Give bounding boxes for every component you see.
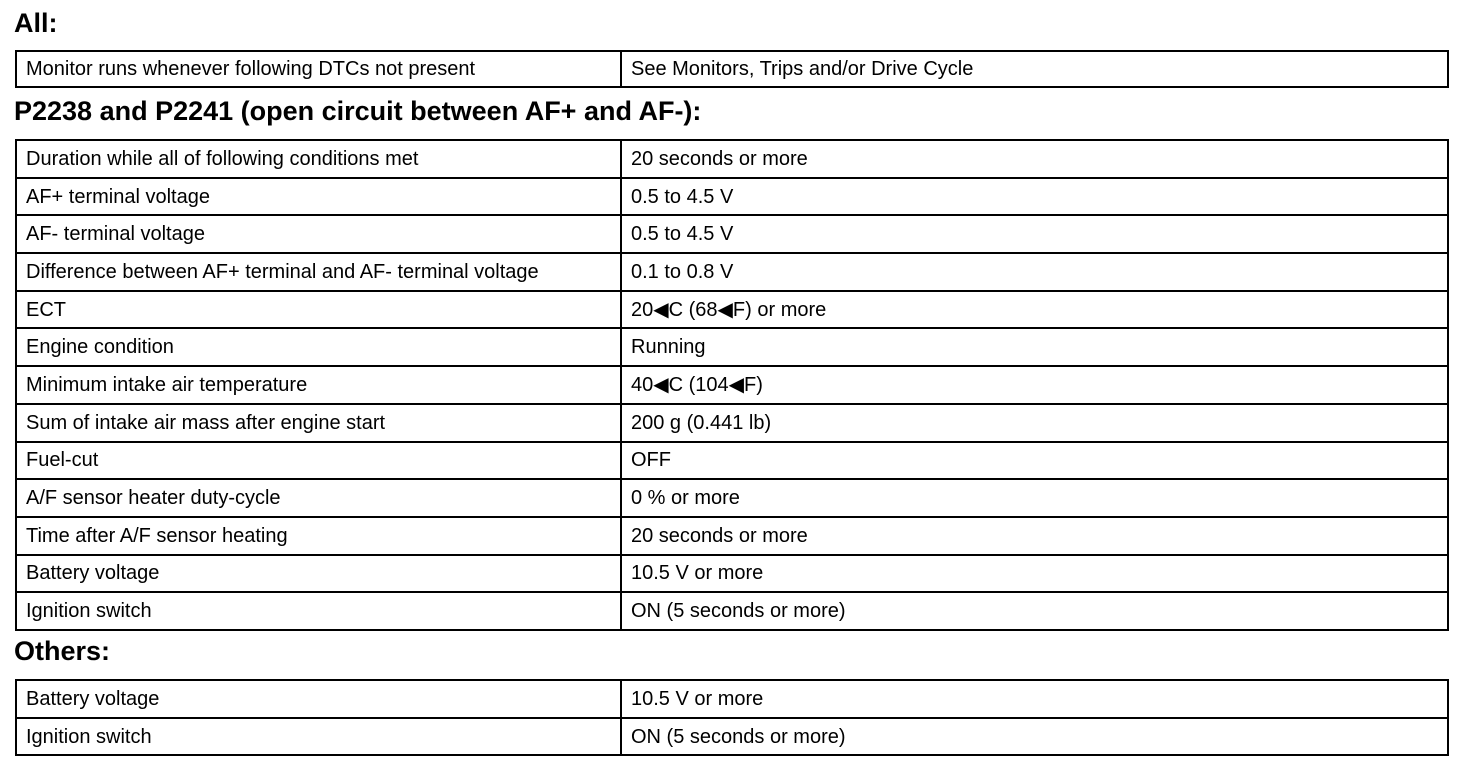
condition-value: OFF (621, 442, 1448, 480)
condition-value: ON (5 seconds or more) (621, 592, 1448, 630)
condition-value: 10.5 V or more (621, 680, 1448, 718)
condition-value: 10.5 V or more (621, 555, 1448, 593)
condition-label: Difference between AF+ terminal and AF- terminal voltage (16, 253, 621, 291)
condition-label: Minimum intake air temperature (16, 366, 621, 404)
table-row (16, 479, 1448, 517)
condition-value: 0.5 to 4.5 V (621, 215, 1448, 253)
condition-label: AF- terminal voltage (16, 215, 621, 253)
table-row (16, 51, 1448, 87)
table-row (16, 718, 1448, 756)
table-row (16, 291, 1448, 329)
table-row (16, 366, 1448, 404)
condition-value: 20◀C (68◀F) or more (621, 291, 1448, 329)
condition-label: Time after A/F sensor heating (16, 517, 621, 555)
section-heading-others: Others: (14, 636, 111, 666)
table-row (16, 253, 1448, 291)
table-row (16, 328, 1448, 366)
condition-label: Ignition switch (16, 592, 621, 630)
condition-label: Sum of intake air mass after engine start (16, 404, 621, 442)
table-row (16, 140, 1448, 178)
condition-label: Engine condition (16, 328, 621, 366)
condition-value: ON (5 seconds or more) (621, 718, 1448, 756)
condition-label: Battery voltage (16, 680, 621, 718)
condition-label: Fuel-cut (16, 442, 621, 480)
condition-value: See Monitors, Trips and/or Drive Cycle (621, 51, 1448, 87)
condition-value: 0.5 to 4.5 V (621, 178, 1448, 216)
condition-label: Battery voltage (16, 555, 621, 593)
condition-label: Duration while all of following conditions met (16, 140, 621, 178)
table-row (16, 517, 1448, 555)
condition-value: 20 seconds or more (621, 140, 1448, 178)
condition-label: Monitor runs whenever following DTCs not present (16, 51, 621, 87)
condition-value: 0 % or more (621, 479, 1448, 517)
condition-label: AF+ terminal voltage (16, 178, 621, 216)
table-row (16, 680, 1448, 718)
condition-value: 40◀C (104◀F) (621, 366, 1448, 404)
table-row (16, 555, 1448, 593)
condition-value: Running (621, 328, 1448, 366)
section-heading-all: All: (14, 8, 58, 38)
condition-label: A/F sensor heater duty-cycle (16, 479, 621, 517)
table-row (16, 442, 1448, 480)
condition-value: 200 g (0.441 lb) (621, 404, 1448, 442)
conditions-table-p2238-p2241 (15, 139, 1449, 631)
table-row (16, 592, 1448, 630)
condition-label: Ignition switch (16, 718, 621, 756)
table-row (16, 178, 1448, 216)
condition-label: ECT (16, 291, 621, 329)
table-row (16, 215, 1448, 253)
conditions-table-others (15, 679, 1449, 756)
condition-value: 0.1 to 0.8 V (621, 253, 1448, 291)
table-row (16, 404, 1448, 442)
conditions-table-all (15, 50, 1449, 88)
condition-value: 20 seconds or more (621, 517, 1448, 555)
section-heading-p2238-p2241: P2238 and P2241 (open circuit between AF+ and AF-): (14, 96, 702, 126)
